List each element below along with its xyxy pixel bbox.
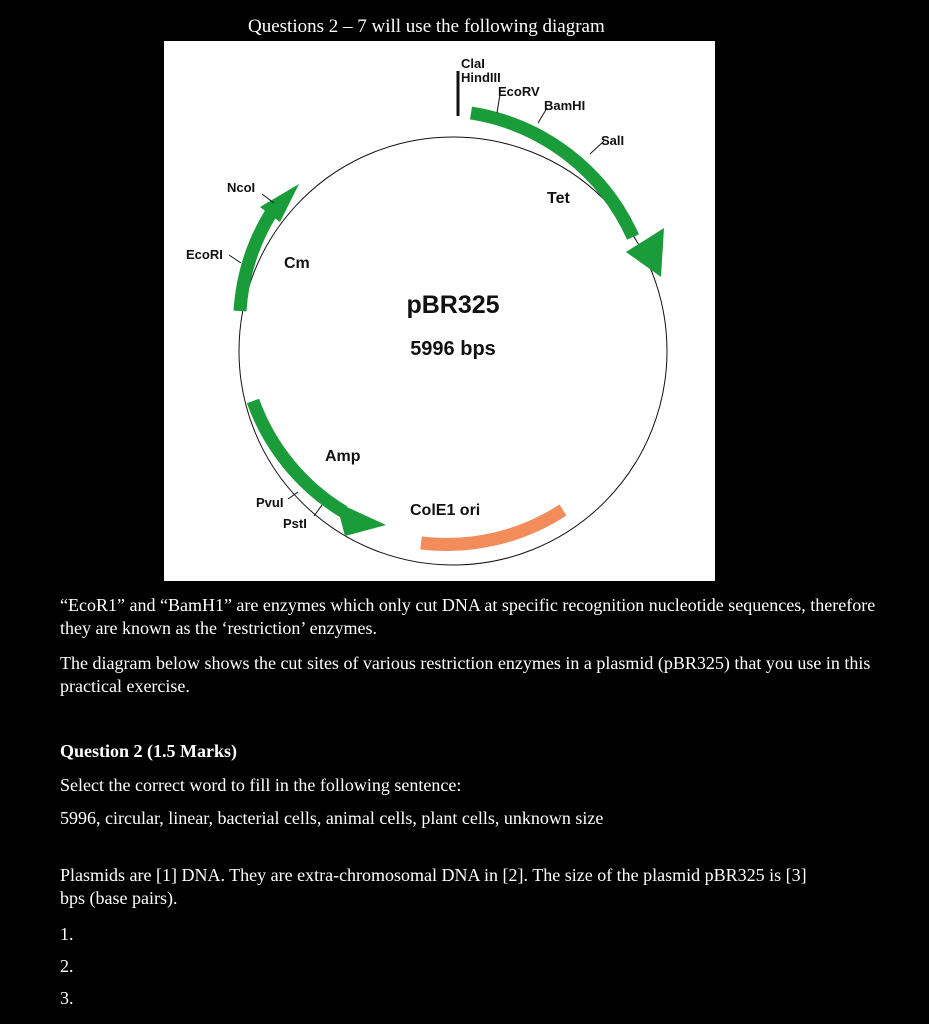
cm-gene-arc bbox=[240, 213, 271, 311]
question-title: Question 2 (1.5 Marks) bbox=[60, 741, 237, 761]
amp-arrowhead bbox=[336, 502, 386, 536]
psti-leader bbox=[314, 505, 322, 516]
word-options: 5996, circular, linear, bacterial cells, animal cells, plant cells, unknown size bbox=[60, 808, 604, 828]
answer-2[interactable]: 2. bbox=[60, 956, 74, 976]
plasmid-map bbox=[164, 41, 715, 581]
answer-3[interactable]: 3. bbox=[60, 988, 74, 1008]
answer-1[interactable]: 1. bbox=[60, 924, 74, 944]
site-label-ecori: EcoRI bbox=[186, 247, 223, 262]
site-label-ecorv: EcoRV bbox=[498, 84, 540, 99]
gene-label-cm: Cm bbox=[284, 255, 310, 272]
site-label-bamhi: BamHI bbox=[544, 98, 586, 113]
intro-paragraph-2: The diagram below shows the cut sites of various restriction enzymes in a plasmid (pBR325) that you use in this practical exercise. bbox=[60, 653, 871, 696]
gene-label-tet: Tet bbox=[547, 190, 570, 207]
site-label-sali: SalI bbox=[601, 133, 625, 148]
tet-gene-arc bbox=[471, 113, 633, 237]
gene-label-ori: ColE1 ori bbox=[410, 502, 481, 519]
site-label-clai: ClaI bbox=[461, 56, 485, 71]
plasmid-name: pBR325 bbox=[406, 291, 500, 319]
site-label-ncoi: NcoI bbox=[227, 180, 256, 195]
site-label-pvui: PvuI bbox=[256, 495, 284, 510]
intro-paragraph-1: “EcoR1” and “BamH1” are enzymes which only cut DNA at specific recognition nucleotide sequences, therefore they are known as the ‘restriction’ enzymes. bbox=[60, 595, 876, 638]
plasmid-size: 5996 bps bbox=[410, 338, 496, 360]
ncoi-leader bbox=[262, 194, 274, 203]
ecori-leader bbox=[229, 255, 241, 263]
diagram-title: Questions 2 – 7 will use the following diagram bbox=[248, 16, 605, 37]
question-sentence: Plasmids are [1] DNA. They are extra-chromosomal DNA in [2]. The size of the plasmid pBR325 is [3] bps (base pairs). bbox=[60, 865, 807, 908]
gene-label-amp: Amp bbox=[325, 448, 361, 465]
question-instruction: Select the correct word to fill in the following sentence: bbox=[60, 775, 462, 795]
plasmid-diagram bbox=[164, 41, 715, 581]
site-label-hindiii: HindIII bbox=[461, 70, 501, 85]
site-label-psti: PstI bbox=[283, 516, 307, 531]
